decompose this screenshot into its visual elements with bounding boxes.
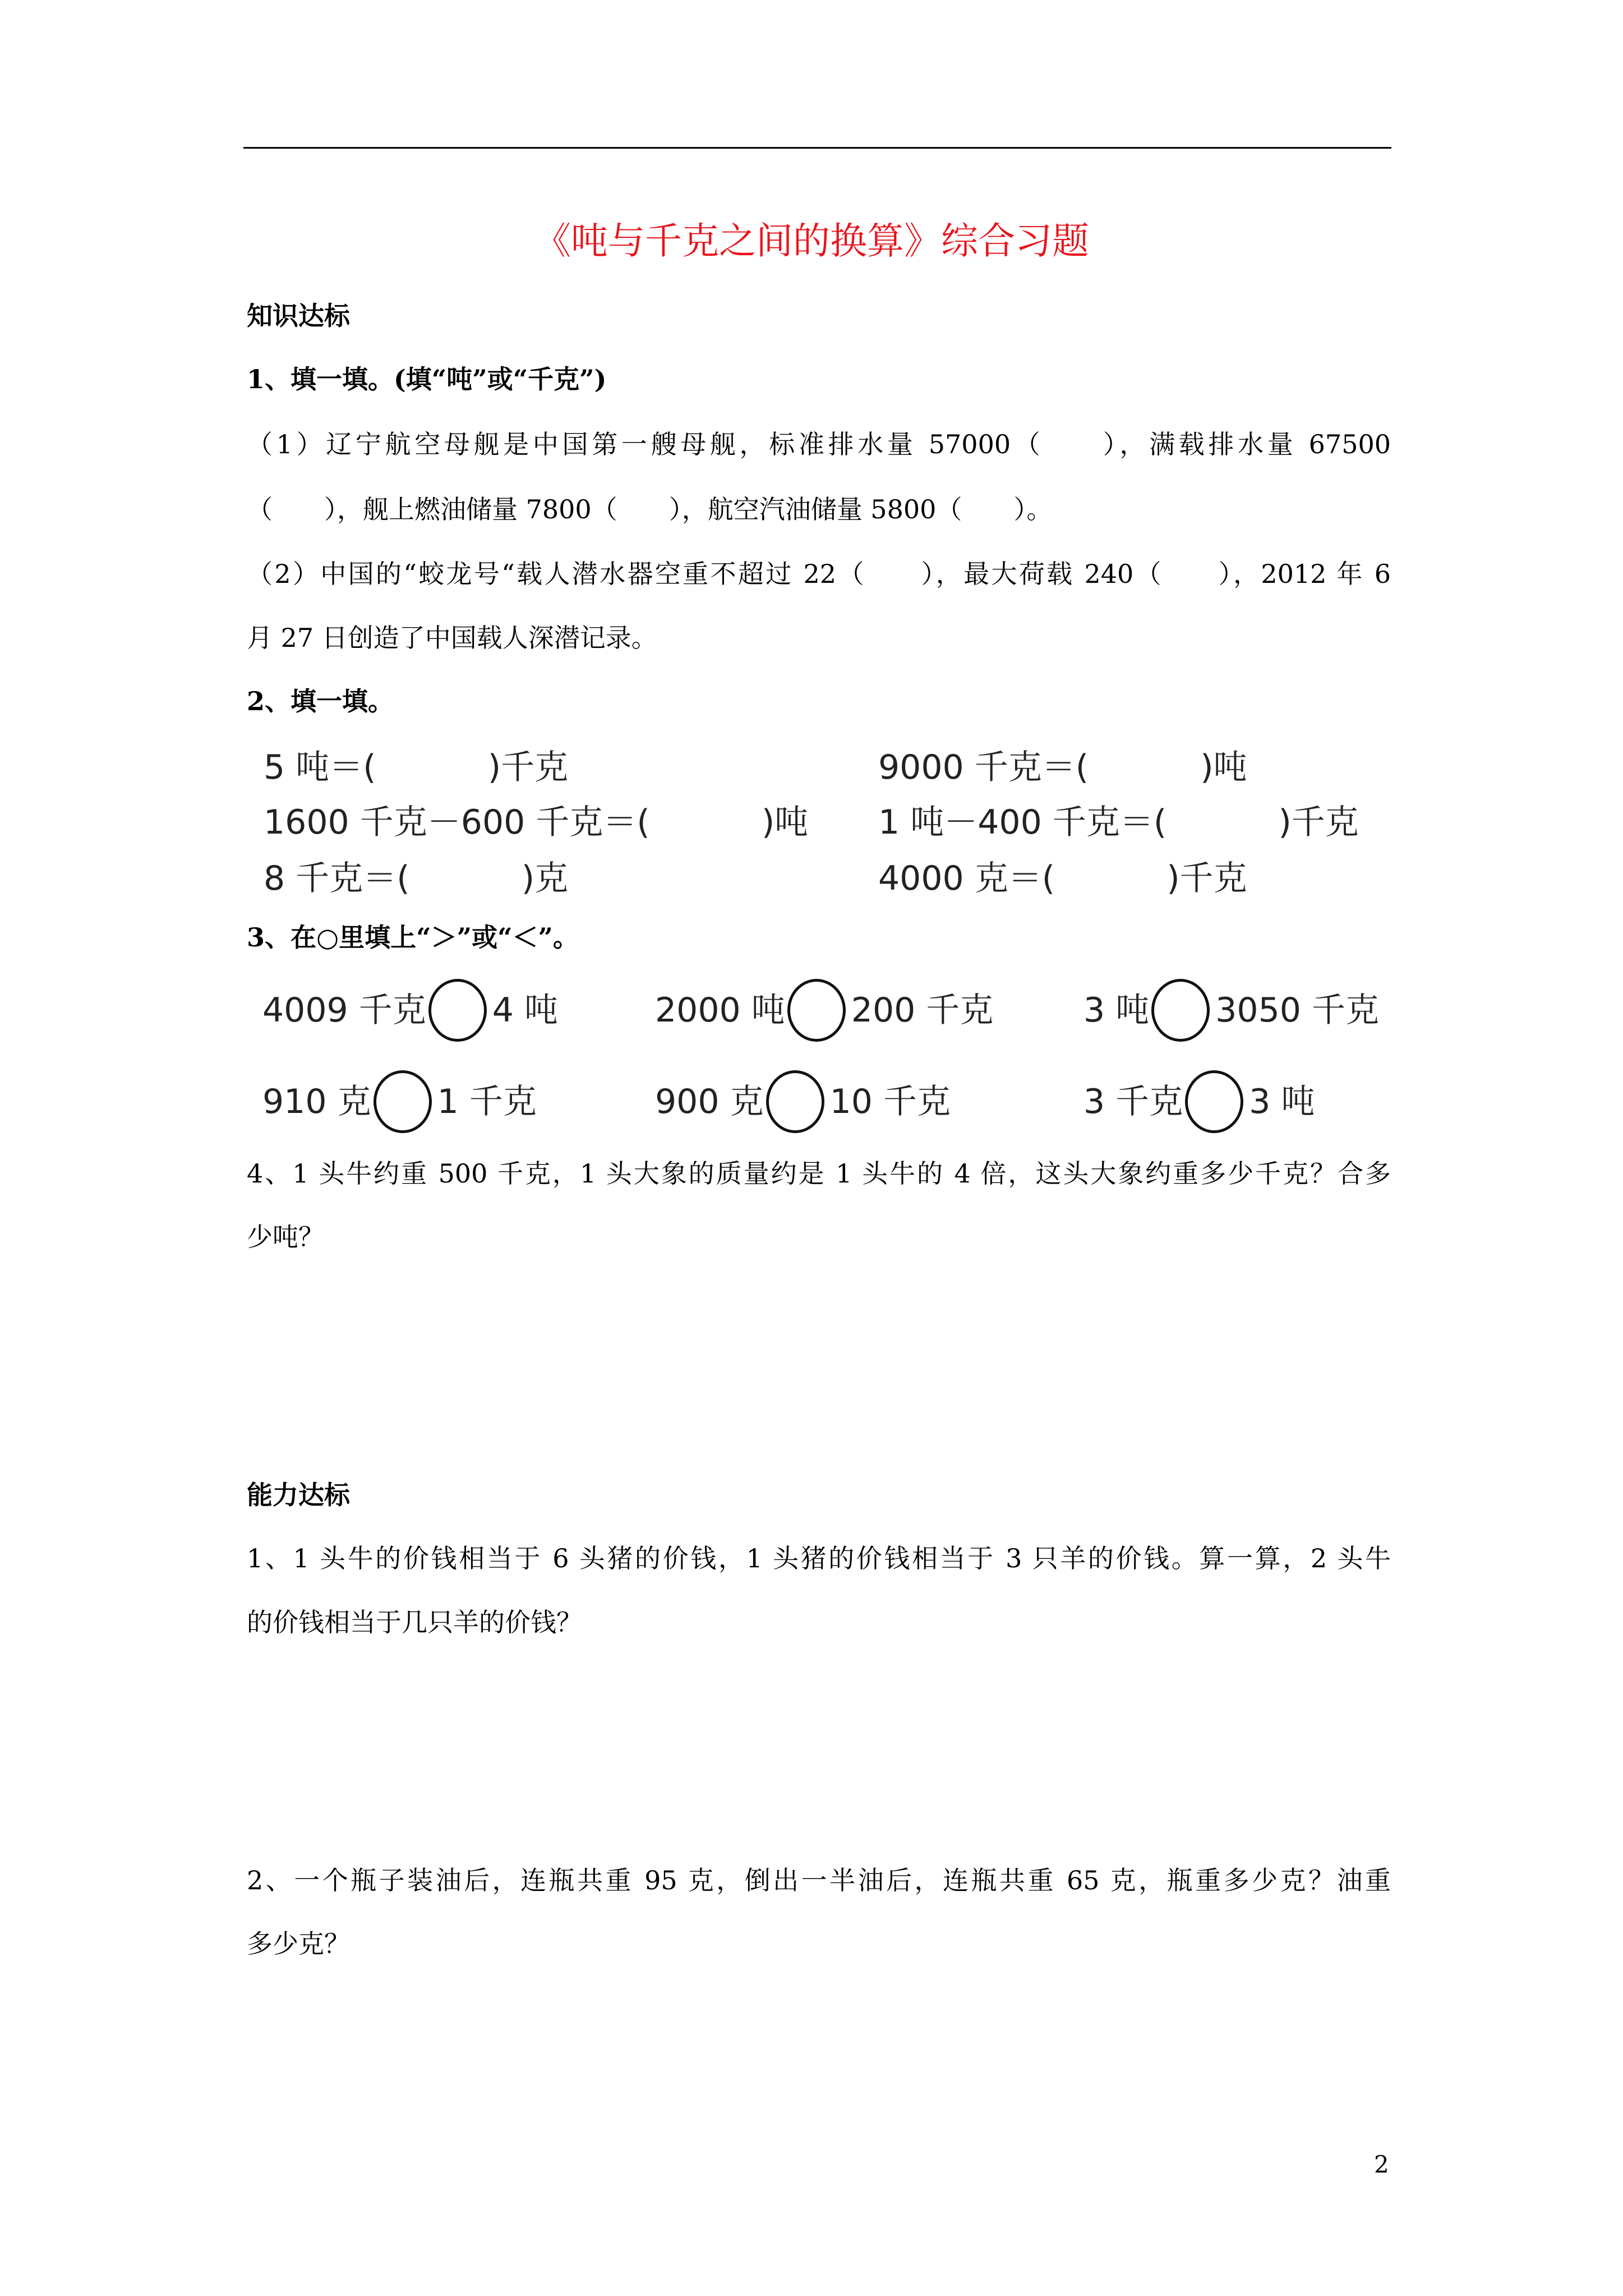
question-4-line: 4、1 头牛约重 500 千克，1 头大象的质量约是 1 头牛的 4 倍，这头大象约重多少千克？合多 xyxy=(247,1158,1391,1189)
ability-question-1-line: 1、1 头牛的价钱相当于 6 头猪的价钱，1 头猪的价钱相当于 3 只羊的价钱。算一算，2 头牛 xyxy=(247,1543,1391,1573)
answer-circle xyxy=(428,979,487,1042)
answer-circle xyxy=(766,1070,824,1133)
question-1-line: （2）中国的“蛟龙号“载人潜水器空重不超过 22（ ），最大荷载 240（ ），2012 年 6 xyxy=(247,559,1391,589)
comparison-left: 3 吨 xyxy=(1083,991,1150,1030)
question-3-title: 3、在○里填上“＞”或“＜”。 xyxy=(247,922,579,953)
conversion-item: 1 吨－400 千克＝( )千克 xyxy=(878,803,1359,842)
comparison-right: 3 吨 xyxy=(1249,1082,1315,1121)
comparison-item xyxy=(1083,979,1379,1042)
question-1-line: （ ），舰上燃油储量 7800（ ），航空汽油储量 5800（ ）。 xyxy=(247,494,1053,524)
conversion-item: 8 千克＝( )克 xyxy=(264,859,569,898)
section-heading-ability: 能力达标 xyxy=(247,1480,350,1510)
question-1-line: 月 27 日创造了中国载人深潜记录。 xyxy=(247,623,657,653)
comparison-left: 910 克 xyxy=(262,1082,371,1121)
question-1-line: （1）辽宁航空母舰是中国第一艘母舰，标准排水量 57000（ ），满载排水量 67500 xyxy=(247,429,1391,459)
header-rule xyxy=(243,147,1391,149)
comparison-item xyxy=(655,979,993,1042)
comparison-right: 10 千克 xyxy=(829,1082,951,1121)
comparison-left: 900 克 xyxy=(655,1082,764,1121)
comparison-right: 3050 千克 xyxy=(1215,991,1380,1030)
ability-question-2-line: 多少克？ xyxy=(247,1929,350,1959)
comparison-right: 4 吨 xyxy=(492,991,559,1030)
comparison-item xyxy=(1083,1070,1315,1133)
comparison-right: 200 千克 xyxy=(851,991,994,1030)
comparison-item xyxy=(262,979,558,1042)
answer-circle xyxy=(1151,979,1210,1042)
conversion-item: 5 吨＝( )千克 xyxy=(264,748,569,787)
ability-question-2-line: 2、一个瓶子装油后，连瓶共重 95 克，倒出一半油后，连瓶共重 65 克，瓶重多少克？油重 xyxy=(247,1865,1391,1895)
conversion-item: 9000 千克＝( )吨 xyxy=(878,748,1247,787)
comparison-left: 2000 吨 xyxy=(655,991,785,1030)
comparison-item xyxy=(262,1070,537,1133)
comparison-left: 3 千克 xyxy=(1083,1082,1183,1121)
ability-question-1-line: 的价钱相当于几只羊的价钱？ xyxy=(247,1607,582,1637)
comparison-right: 1 千克 xyxy=(437,1082,537,1121)
answer-circle xyxy=(374,1070,432,1133)
question-2-title: 2、填一填。 xyxy=(247,686,394,716)
question-4-line: 少吨？ xyxy=(247,1222,324,1252)
conversion-item: 4000 克＝( )千克 xyxy=(878,859,1247,898)
comparison-left: 4009 千克 xyxy=(262,991,426,1030)
page-number: 2 xyxy=(1374,2151,1389,2178)
section-heading-knowledge: 知识达标 xyxy=(247,301,350,331)
question-1-title: 1、填一填。(填“吨”或“千克”) xyxy=(247,364,607,394)
page-title: 《吨与千克之间的换算》综合习题 xyxy=(534,219,1089,263)
conversion-item: 1600 千克－600 千克＝( )吨 xyxy=(264,803,809,842)
comparison-item xyxy=(655,1070,951,1133)
answer-circle xyxy=(787,979,846,1042)
answer-circle xyxy=(1185,1070,1243,1133)
